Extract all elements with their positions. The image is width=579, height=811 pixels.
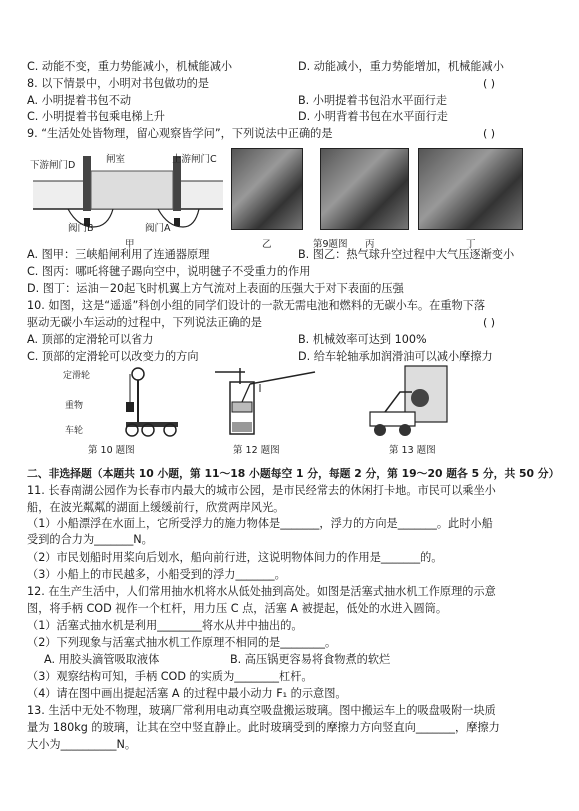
q8-option-d: D. 小明背着书包在水平面行走 [298, 110, 448, 123]
aircraft-photo [418, 148, 523, 230]
q13-line3: 大小为__________N。 [27, 738, 137, 751]
q11-part1-cont: 受到的合力为_______N。 [27, 533, 153, 546]
q10-stem-line1: 10. 如图，这是“遥遥”科创小组的同学们设计的一款无需电池和燃料的无碳小车。在重物下落 [27, 299, 486, 312]
q10-answer-paren: ( ) [483, 316, 496, 329]
q11-part2: （2）市民划船时用桨向后划水，船向前行进，这说明物体间力的作用是_______的。 [27, 551, 443, 564]
q11-line1: 11. 长春南湖公园作为长春市内最大的城市公园，是市民经常去的休闲打卡地。市民可以乘坐小 [27, 484, 496, 497]
q12-figure-caption: 第 12 题图 [233, 445, 280, 456]
q8-option-b: B. 小明提着书包沿水平面行走 [298, 94, 448, 107]
q8-option-a: A. 小明提着书包不动 [27, 94, 132, 107]
q10-option-a: A. 顶部的定滑轮可以省力 [27, 333, 154, 346]
valve-b-label: 阀门B [68, 223, 94, 234]
q12-part2: （2）下列现象与活塞式抽水机工作原理不相同的是________。 [27, 636, 337, 649]
figure-ding-label: 丁 [466, 239, 476, 250]
q10-stem-line2: 驱动无碳小车运动的过程中，下列说法正确的是 [27, 316, 262, 329]
fixed-pulley-label: 定滑轮 [63, 371, 91, 381]
q9-answer-paren: ( ) [483, 127, 496, 140]
vacuum-lifter-figure [360, 364, 460, 440]
q9-stem: 9. “生活处处皆物理，留心观察皆学问”，下列说法中正确的是 [27, 127, 333, 140]
q12-part2-option-a: A. 用胶头滴管吸取液体 [44, 653, 160, 666]
piston-pump-figure [205, 364, 325, 440]
downstream-gate-label: 下游闸门D [30, 160, 76, 171]
q8-stem: 8. 以下情景中，小明对书包做功的是 [27, 77, 210, 90]
q9-option-c: C. 图丙：哪吒将毽子踢向空中，说明毽子不受重力的作用 [27, 265, 311, 278]
weight-label: 重物 [65, 401, 84, 411]
figure-bing-label: 丙 [365, 239, 375, 250]
nezha-shuttlecock-photo [320, 148, 409, 230]
q8-answer-paren: ( ) [483, 77, 496, 90]
q11-part3: （3）小船上的市民越多，小船受到的浮力_______。 [27, 568, 286, 581]
carbon-free-car-figure [118, 366, 188, 438]
q9-option-d: D. 图丁：运油－20起飞时机翼上方气流对上表面的压强大于对下表面的压强 [27, 282, 404, 295]
q11-part1: （1）小船漂浮在水面上，它所受浮力的施力物体是_______，浮力的方向是_______。此时小船 [27, 517, 493, 530]
q12-part4: （4）请在图中画出提起活塞 A 的过程中最小动力 F₁ 的示意图。 [27, 687, 347, 700]
q9-figure-caption: 第9题图 [313, 239, 348, 250]
q10-option-b: B. 机械效率可达到 100% [298, 333, 427, 346]
q13-line2: 量为 180kg 的玻璃，让其在空中竖直静止。此时玻璃受到的摩擦力方向竖直向_______，摩擦力 [27, 721, 500, 734]
wheel-axle-label: 车轮 [65, 426, 84, 436]
section-two-heading: 二、非选择题（本题共 10 小题，第 11～18 小题每空 1 分，每题 2 分，第 19～20 题各 5 分，共 50 分） [27, 467, 560, 480]
q9-option-b: B. 图乙：热气球升空过程中大气压逐渐变小 [298, 248, 515, 261]
figure-yi-label: 乙 [262, 239, 272, 250]
valve-a-label: 阀门A [145, 223, 171, 234]
q12-line2: 图，将手柄 COD 视作一个杠杆，用力压 C 点，活塞 A 被提起，低处的水进入圆筒。 [27, 602, 448, 615]
q12-part3: （3）观察结构可知，手柄 COD 的实质为________杠杆。 [27, 670, 313, 683]
q10-option-d: D. 给车轮轴承加润滑油可以减小摩擦力 [298, 350, 493, 363]
q7-option-c: C. 动能不变，重力势能减小，机械能减小 [27, 60, 233, 73]
q9-option-a: A. 图甲：三峡船闸利用了连通器原理 [27, 248, 210, 261]
q13-line1: 13. 生活中无处不物理，玻璃厂常利用电动真空吸盘搬运玻璃。图中搬运车上的吸盘吸附一块质 [27, 704, 496, 717]
q7-option-d: D. 动能减小，重力势能增加，机械能减小 [298, 60, 504, 73]
q10-option-c: C. 顶部的定滑轮可以改变力的方向 [27, 350, 199, 363]
q12-part1: （1）活塞式抽水机是利用________将水从井中抽出的。 [27, 619, 303, 632]
upstream-gate-label: 上游闸门C [172, 154, 217, 165]
q13-figure-caption: 第 13 题图 [389, 445, 436, 456]
q12-line1: 12. 在生产生活中，人们常用抽水机将水从低处抽到高处。如图是活塞式抽水机工作原理的示意 [27, 585, 496, 598]
q10-figure-caption: 第 10 题图 [88, 445, 135, 456]
q11-line2: 船，在波光粼粼的湖面上缓缓前行，欣赏两岸风光。 [27, 501, 285, 514]
q12-part2-option-b: B. 高压锅更容易将食物煮的软烂 [230, 653, 391, 666]
hot-air-balloon-photo [231, 148, 303, 230]
lock-chamber-label: 闸室 [106, 154, 126, 165]
figure-jia-label: 甲 [125, 239, 135, 250]
q8-option-c: C. 小明提着书包乘电梯上升 [27, 110, 165, 123]
